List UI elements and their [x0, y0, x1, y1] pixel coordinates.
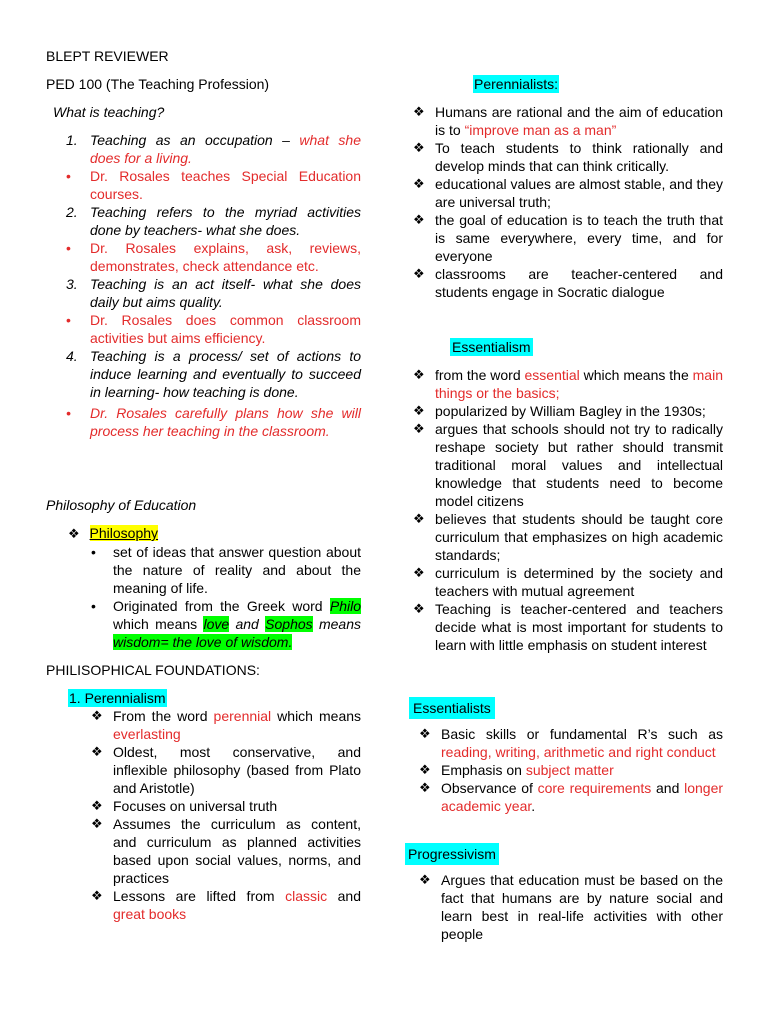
teaching-item-3 [66, 275, 361, 311]
essentialism-heading: Essentialism [452, 339, 531, 355]
perennialism-item [91, 797, 361, 815]
item-red-text: classic [285, 888, 328, 904]
bullet-text: Originated from the Greek word [113, 598, 330, 614]
essentialism-item [413, 402, 723, 420]
doc-title: BLEPT REVIEWER [46, 48, 169, 64]
bullet: • [66, 312, 71, 328]
diamond-bullet-icon: ❖ [413, 565, 425, 580]
diamond-bullet-icon: ❖ [91, 888, 103, 903]
essentialists-item [419, 725, 723, 761]
item-red-text: core requirements [537, 780, 652, 796]
teaching-item-1 [66, 131, 361, 167]
term-philo: Philo [329, 598, 361, 614]
item-text: Focuses on universal truth [113, 798, 278, 814]
term-wisdom: wisdom= the love of wisdom. [113, 634, 293, 650]
diamond-bullet-icon: ❖ [413, 266, 425, 281]
item-red-text: Dr. Rosales teaches Special Education courses. [90, 168, 361, 202]
teaching-item-2 [66, 203, 361, 239]
item-red-text: “improve man as a man” [464, 122, 617, 138]
diamond-bullet-icon: ❖ [413, 421, 425, 436]
item-text: which means the [579, 367, 693, 383]
item-text: classrooms are teacher-centered and students engage in Socratic dialogue [435, 266, 723, 300]
bullet-text: set of ideas that answer question about the nature of reality and about the meaning of life. [113, 544, 361, 596]
item-red-text: what she does for a living. [90, 132, 361, 166]
item-red-text: essential [524, 367, 580, 383]
bullet: • [66, 405, 71, 421]
item-text: the goal of education is to teach the truth that is same everywhere, every time, and for everyone [435, 212, 723, 264]
diamond-bullet-icon: ❖ [413, 601, 425, 616]
item-text: Teaching is teacher-centered and teachers decide what is most important for students to learn with little emphasis on student interest [435, 601, 723, 653]
teaching-item-4 [66, 347, 361, 401]
diamond-bullet-icon: ❖ [413, 403, 425, 418]
diamond-bullet-icon: ❖ [413, 104, 425, 119]
diamond-bullet-icon: ❖ [91, 816, 103, 831]
diamond-bullet-icon: ❖ [413, 212, 425, 227]
item-text: Teaching is an act itself- what she does daily but aims quality. [90, 276, 361, 310]
item-red-text: reading, writing, arithmetic and right conduct [441, 744, 716, 760]
item-text: Teaching refers to the myriad activities done by teachers- what she does. [90, 204, 361, 238]
section-philosophy-of-education: Philosophy of Education [46, 497, 197, 513]
diamond-bullet-icon: ❖ [419, 762, 431, 777]
diamond-bullet-icon: ❖ [91, 744, 103, 759]
item-text: Teaching as an occupation – [90, 132, 300, 148]
diamond-bullet-icon: ❖ [413, 367, 425, 382]
list-number: 2. [66, 204, 78, 220]
perennialists-item [413, 139, 723, 175]
diamond-bullet-icon: ❖ [68, 526, 80, 541]
essentialism-item [413, 600, 723, 654]
item-text: Humans are rational and the aim of education is to [435, 104, 723, 138]
perennialists-item [413, 211, 723, 265]
essentialism-item [413, 564, 723, 600]
bullet: • [91, 544, 96, 560]
philosophy-bullets [91, 543, 361, 651]
section-philosophical-foundations: PHILISOPHICAL FOUNDATIONS: [46, 662, 260, 678]
item-text: Assumes the curriculum as content, and curriculum as planned activities based upon social values, norms, and practices [113, 816, 361, 886]
progressivism-item [419, 871, 723, 943]
item-red-text: Dr. Rosales carefully plans how she will process her teaching in the classroom. [90, 405, 361, 439]
diamond-bullet-icon: ❖ [419, 872, 431, 887]
item-red-text: longer academic year [441, 780, 724, 814]
item-text: educational values are almost stable, and they are universal truth; [435, 176, 723, 210]
item-text: Teaching is a process/ set of actions to induce learning and eventually to succeed in learning- how teaching is done. [90, 348, 361, 400]
item-text: Lessons are lifted from [113, 888, 286, 904]
philosophy-heading [68, 524, 158, 543]
diamond-bullet-icon: ❖ [413, 140, 425, 155]
item-text: believes that students should be taught core curriculum that emphasizes on high academic standards; [435, 511, 723, 563]
essentialists-item [419, 779, 723, 815]
item-text: and [651, 780, 685, 796]
teaching-example-3 [66, 311, 361, 347]
item-red-text: Dr. Rosales does common classroom activities but aims efficiency. [90, 312, 361, 346]
item-text: and [327, 888, 362, 904]
item-text: Basic skills or fundamental R’s such as [441, 726, 723, 742]
bullet: • [66, 240, 71, 256]
essentialism-item [413, 510, 723, 564]
essentialists-item [419, 761, 723, 779]
bullet-text: and [229, 616, 266, 632]
item-red-text: main things or the basics; [435, 367, 723, 401]
item-text: Observance of [441, 780, 538, 796]
perennialism-list [91, 707, 361, 923]
item-text: argues that schools should not try to radically reshape society but rather should transmit traditional moral values and intellectual knowledge that students need to become model citizens [435, 421, 723, 509]
item-text: . [531, 798, 536, 814]
item-text: Argues that education must be based on the fact that humans are by nature social and learn best in real-life activities with other people [441, 872, 723, 942]
teaching-example-2 [66, 239, 361, 275]
bullet: • [66, 168, 71, 184]
progressivism-list [419, 871, 723, 943]
diamond-bullet-icon: ❖ [419, 726, 431, 741]
bullet: • [91, 598, 96, 614]
perennialists-item [413, 265, 723, 301]
item-red-text: great books [113, 906, 187, 922]
perennialism-item [91, 815, 361, 887]
essentialism-item [413, 420, 723, 510]
item-text: which means [271, 708, 362, 724]
philosophy-label: Philosophy [89, 525, 159, 541]
diamond-bullet-icon: ❖ [413, 511, 425, 526]
item-text: popularized by William Bagley in the 1930s; [435, 403, 706, 419]
perennialists-heading: Perennialists: [474, 76, 559, 92]
philosophy-bullet-2 [91, 597, 361, 651]
essentialists-heading: Essentialists [409, 697, 495, 719]
diamond-bullet-icon: ❖ [91, 798, 103, 813]
essentialists-list [419, 725, 723, 815]
progressivism-heading: Progressivism [405, 843, 499, 865]
item-text: curriculum is determined by the society and teachers with mutual agreement [435, 565, 723, 599]
teaching-example-1 [66, 167, 361, 203]
bullet-text: which means [113, 616, 204, 632]
list-number: 3. [66, 276, 78, 292]
bullet-text: means [312, 616, 362, 632]
item-red-text: subject matter [525, 762, 614, 778]
perennialism-heading: 1. Perennialism [69, 690, 166, 706]
list-number: 4. [66, 348, 78, 364]
item-text: From the word [113, 708, 214, 724]
essentialism-list [413, 366, 723, 654]
perennialists-item [413, 103, 723, 139]
item-text: Oldest, most conservative, and inflexible philosophy (based from Plato and Aristotle) [113, 744, 361, 796]
item-text: from the word [435, 367, 525, 383]
essentialism-item [413, 366, 723, 402]
diamond-bullet-icon: ❖ [419, 780, 431, 795]
teaching-list [66, 131, 361, 440]
perennialism-item [91, 743, 361, 797]
item-red-text: perennial [213, 708, 272, 724]
perennialism-item [91, 887, 361, 923]
item-text: Emphasis on [441, 762, 526, 778]
item-red-text: everlasting [113, 726, 181, 742]
term-love: love [203, 616, 230, 632]
perennialists-item [413, 175, 723, 211]
item-text: To teach students to think rationally and develop minds that can think critically. [435, 140, 723, 174]
list-number: 1. [66, 132, 78, 148]
diamond-bullet-icon: ❖ [91, 708, 103, 723]
philosophy-bullet-1 [91, 543, 361, 597]
course-title: PED 100 (The Teaching Profession) [46, 76, 270, 92]
diamond-bullet-icon: ❖ [413, 176, 425, 191]
item-red-text: Dr. Rosales explains, ask, reviews, demonstrates, check attendance etc. [90, 240, 361, 274]
perennialists-list [413, 103, 723, 301]
teaching-example-4 [66, 404, 361, 440]
term-sophos: Sophos [265, 616, 313, 632]
perennialism-item [91, 707, 361, 743]
section-what-is-teaching: What is teaching? [53, 104, 165, 120]
